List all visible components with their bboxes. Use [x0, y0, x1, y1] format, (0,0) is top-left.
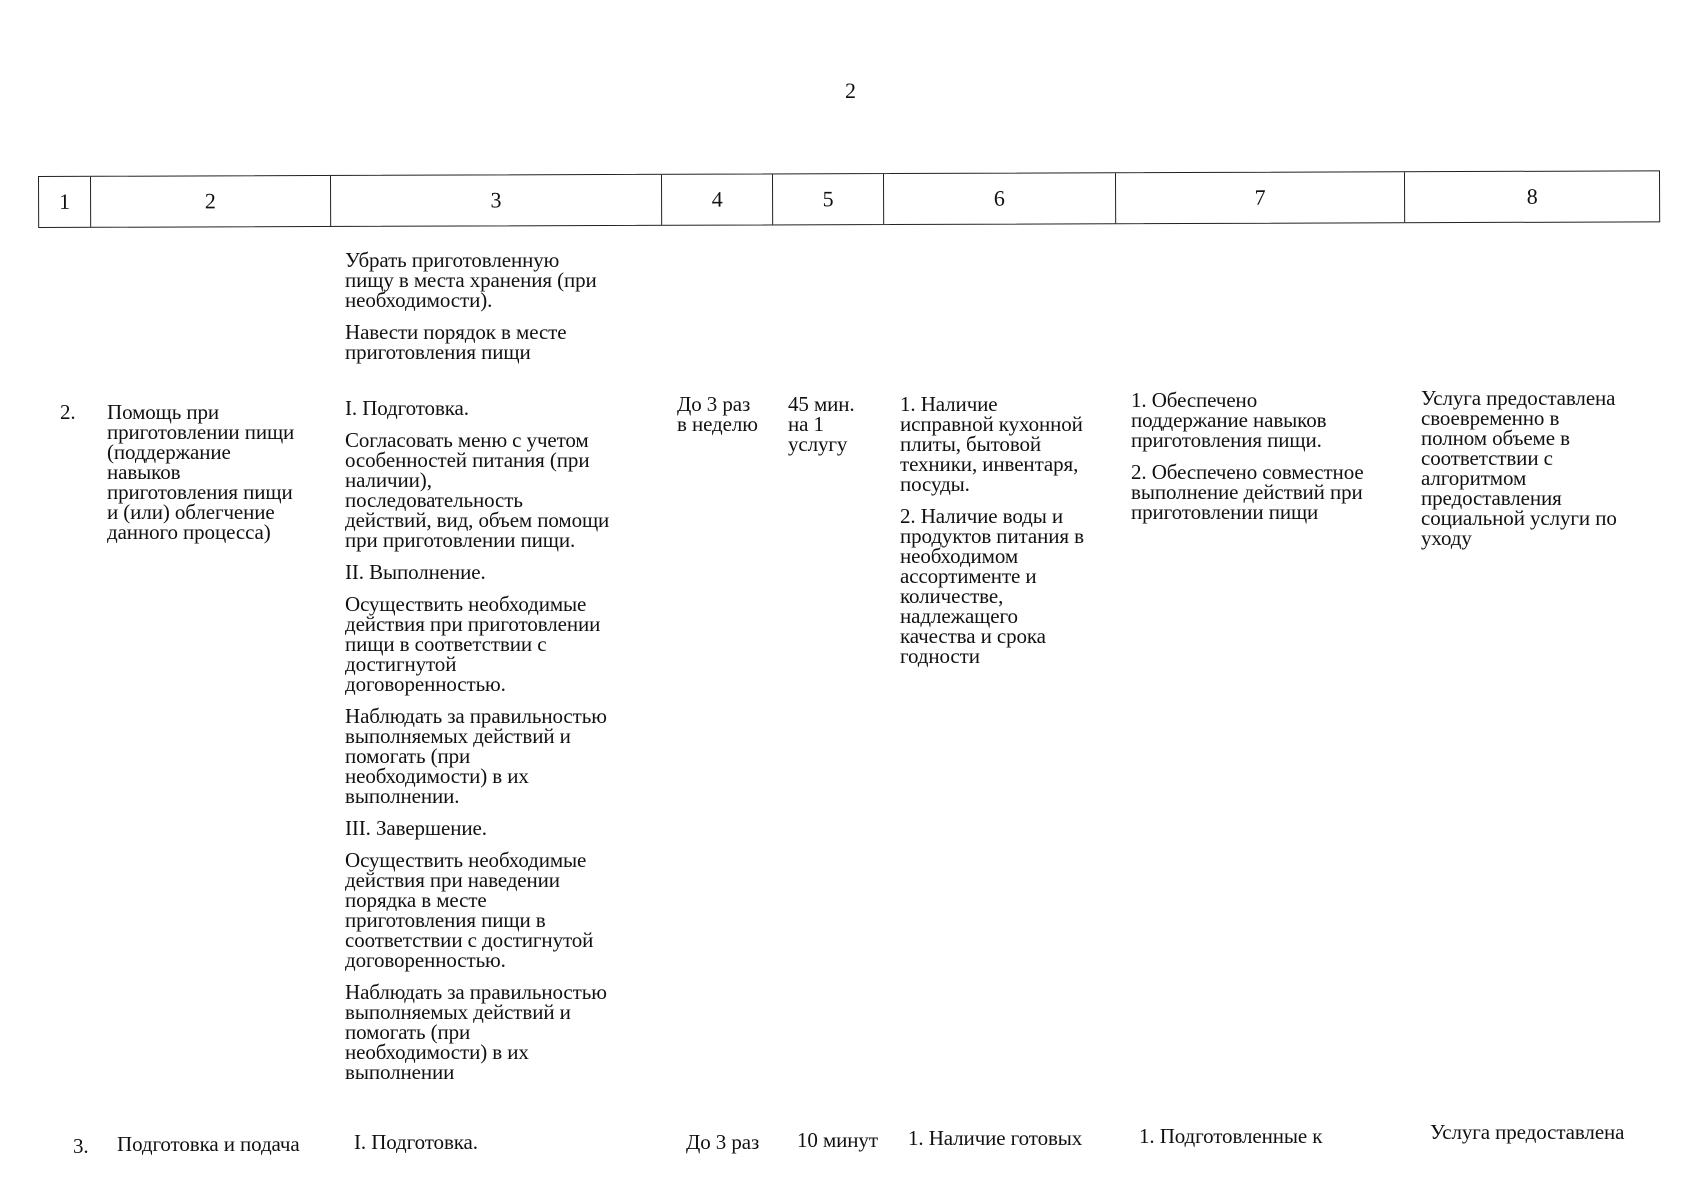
header-cell-2: 2: [91, 176, 331, 227]
header-cell-8: 8: [1526, 183, 1538, 209]
action-step: Осуществить необходимые действия при приготовлении пищи в соответствии с достигнутой договоренностью.: [345, 592, 601, 696]
action-step: Наблюдать за правильностью выполняемых действий и помогать (при необходимости) в их выполнении.: [345, 704, 607, 808]
row-3-frequency: До 3 раз: [686, 1130, 760, 1154]
condition-item: 2. Наличие воды и продуктов питания в необходимом ассортименте и количестве, надлежащего качества и срока годности: [900, 504, 1084, 668]
row-2-duration: [788, 394, 898, 454]
page-number: 2: [845, 78, 856, 103]
header-cell-1: 1: [39, 177, 91, 227]
action-step: Согласовать меню с учетом особенностей питания (при наличии), последовательность действий, вид, объем помощи при приготовлении пищи.: [345, 428, 610, 552]
header-cell-5: 5: [773, 174, 884, 224]
continuation-action: Навести порядок в месте приготовления пищи: [345, 320, 567, 364]
condition-item: 1. Наличие исправной кухонной плиты, бытовой техники, инвентаря, посуды.: [900, 392, 1083, 496]
row-3-results: 1. Подготовленные к: [1139, 1124, 1323, 1148]
header-cell-3: 3: [331, 175, 663, 226]
continuation-action: Убрать приготовленную пищу в места хранения (при необходимости).: [345, 248, 597, 312]
row-2-evaluation: [1421, 388, 1671, 548]
header-cell-6: 6: [884, 173, 1116, 224]
continuation-actions: [345, 250, 645, 362]
row-2-results: [1131, 390, 1421, 522]
result-item: 2. Обеспечено совместное выполнение действий при приготовлении пищи: [1131, 460, 1364, 524]
header-cell-7: 7: [1116, 172, 1406, 223]
row-3-number: 3.: [73, 1134, 89, 1158]
duration-text: 45 мин. на 1 услугу: [788, 392, 855, 456]
table-header-row: [38, 170, 1660, 228]
row-3-evaluation: Услуга предоставлена: [1430, 1120, 1625, 1144]
row-2-actions: [345, 398, 675, 1082]
header-cell-4: 4: [662, 174, 773, 224]
row-2-frequency: [677, 394, 787, 434]
row-2-number: 2.: [60, 400, 76, 424]
service-name-text: Помощь при приготовлении пищи (поддержание навыков приготовления пищи и (или) облегчение данного процесса): [107, 400, 295, 544]
action-step: II. Выполнение.: [345, 560, 486, 584]
row-2-service-name: [107, 402, 347, 542]
row-3-conditions: 1. Наличие готовых: [908, 1126, 1083, 1150]
action-step: Осуществить необходимые действия при наведении порядка в месте приготовления пищи в соответствии с достигнутой договоренностью.: [345, 848, 594, 972]
row-3-action: I. Подготовка.: [354, 1130, 478, 1154]
row-3-duration: 10 минут: [797, 1128, 878, 1152]
action-step: Наблюдать за правильностью выполняемых действий и помогать (при необходимости) в их выполнении: [345, 980, 607, 1084]
action-step: I. Подготовка.: [345, 396, 469, 420]
evaluation-text: Услуга предоставлена своевременно в полном объеме в соответствии с алгоритмом предоставления социальной услуги по уходу: [1421, 386, 1617, 550]
result-item: 1. Обеспечено поддержание навыков приготовления пищи.: [1131, 388, 1327, 452]
row-3-service-name: Подготовка и подача: [117, 1132, 300, 1156]
row-2-conditions: [900, 394, 1130, 666]
frequency-text: До 3 раз в неделю: [677, 392, 758, 436]
action-step: III. Завершение.: [345, 816, 487, 840]
